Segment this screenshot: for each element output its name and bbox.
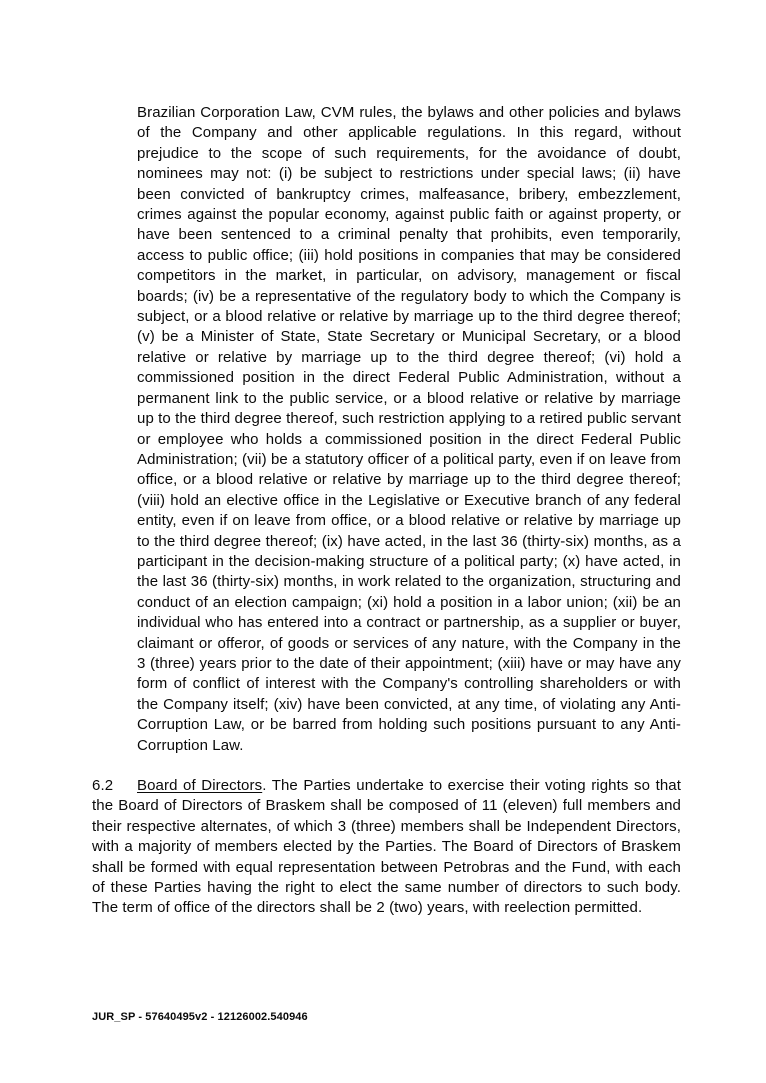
section-number: 6.2 <box>92 777 114 794</box>
section-body-text: . The Parties undertake to exercise their voting rights so that the Board of Directors of Braskem shall be composed of 11 (eleven) full members and their respective alternates, of which 3 (three) members shall be Independent Directors, with a majority of members elected by the Parties. The Board of Directors of Braskem shall be formed with equal representation between Petrobras and the Fund, with each of these Parties having the right to elect the same number of directors to such body. The term of office of the directors shall be 2 (two) years, with reelection permitted. <box>92 777 681 917</box>
section-heading: Board of Directors <box>137 777 263 794</box>
section-6-2-paragraph <box>92 776 681 919</box>
indented-clause-paragraph: Brazilian Corporation Law, CVM rules, the bylaws and other policies and bylaws of the Company and other applicable regulations. In this regard, without prejudice to the scope of such requirements, for the avoidance of doubt, nominees may not: (i) be subject to restrictions under special laws; (ii) have been convicted of bankruptcy crimes, malfeasance, bribery, embezzlement, crimes against the popular economy, against public faith or against property, or have been sentenced to a criminal penalty that prohibits, even temporarily, access to public office; (iii) hold positions in companies that may be considered competitors in the market, in particular, on advisory, management or fiscal boards; (iv) be a representative of the regulatory body to which the Company is subject, or a blood relative or relative by marriage up to the third degree thereof; (v) be a Minister of State, State Secretary or Municipal Secretary, or a blood relative or relative by marriage up to the third degree thereof; (vi) hold a commissioned position in the direct Federal Public Administration, without a permanent link to the public service, or a blood relative or relative by marriage up to the third degree thereof, such restriction applying to a retired public servant or employee who holds a commissioned position in the direct Federal Public Administration; (vii) be a statutory officer of a political party, even if on leave from office, or a blood relative or relative by marriage up to the third degree thereof; (viii) hold an elective office in the Legislative or Executive branch of any federal entity, even if on leave from office, or a blood relative or relative by marriage up to the third degree thereof; (ix) have acted, in the last 36 (thirty-six) months, as a participant in the decision-making structure of a political party; (x) have acted, in the last 36 (thirty-six) months, in work related to the organization, structuring and conduct of an election campaign; (xi) hold a position in a labor union; (xii) be an individual who has entered into a contract or partnership, as a supplier or buyer, claimant or offeror, of goods or services of any nature, with the Company in the 3 (three) years prior to the date of their appointment; (xiii) have or may have any form of conflict of interest with the Company's controlling shareholders or with the Company itself; (xiv) have been convicted, at any time, of violating any Anti-Corruption Law, or be barred from holding such positions pursuant to any Anti-Corruption Law. <box>137 104 681 754</box>
footer-docket-number: JUR_SP - 57640495v2 - 12126002.540946 <box>92 1011 308 1023</box>
